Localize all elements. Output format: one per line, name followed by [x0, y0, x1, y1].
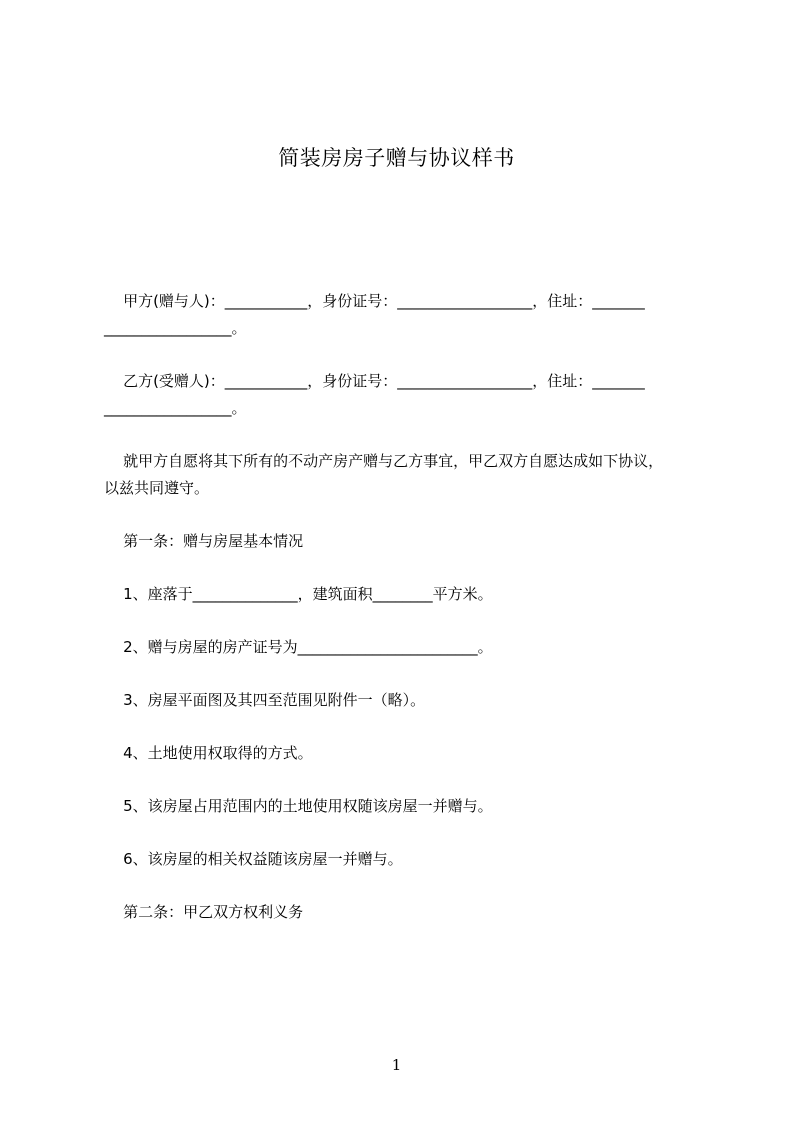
party-b-line-2: _________________。 — [104, 399, 247, 417]
document-title: 简装房房子赠与协议样书 — [278, 146, 515, 170]
list-item: 6、该房屋的相关权益随该房屋一并赠与。 — [104, 850, 403, 868]
intro-line-2: 以兹共同遵守。 — [104, 479, 210, 497]
page-number: 1 — [391, 1056, 402, 1074]
article-2-heading: 第二条：甲乙双方权利义务 — [104, 903, 304, 921]
party-a-line-2: _________________。 — [104, 319, 247, 337]
intro-line-1: 就甲方自愿将其下所有的不动产房产赠与乙方事宜，甲乙双方自愿达成如下协议， — [104, 452, 664, 470]
list-item: 3、房屋平面图及其四至范围见附件一（略）。 — [104, 691, 426, 709]
party-b-line-1: 乙方(受赠人)：___________，身份证号：__________________，住址：_______ — [104, 372, 645, 390]
party-a-line-1: 甲方(赠与人)：___________，身份证号：__________________，住址：_______ — [104, 292, 645, 310]
list-item: 4、土地使用权取得的方式。 — [104, 744, 313, 762]
list-item: 1、座落于______________，建筑面积________平方米。 — [104, 585, 493, 603]
list-item: 2、赠与房屋的房产证号为________________________。 — [104, 638, 493, 656]
list-item: 5、该房屋占用范围内的土地使用权随该房屋一并赠与。 — [104, 797, 493, 815]
article-1-heading: 第一条：赠与房屋基本情况 — [104, 532, 304, 550]
